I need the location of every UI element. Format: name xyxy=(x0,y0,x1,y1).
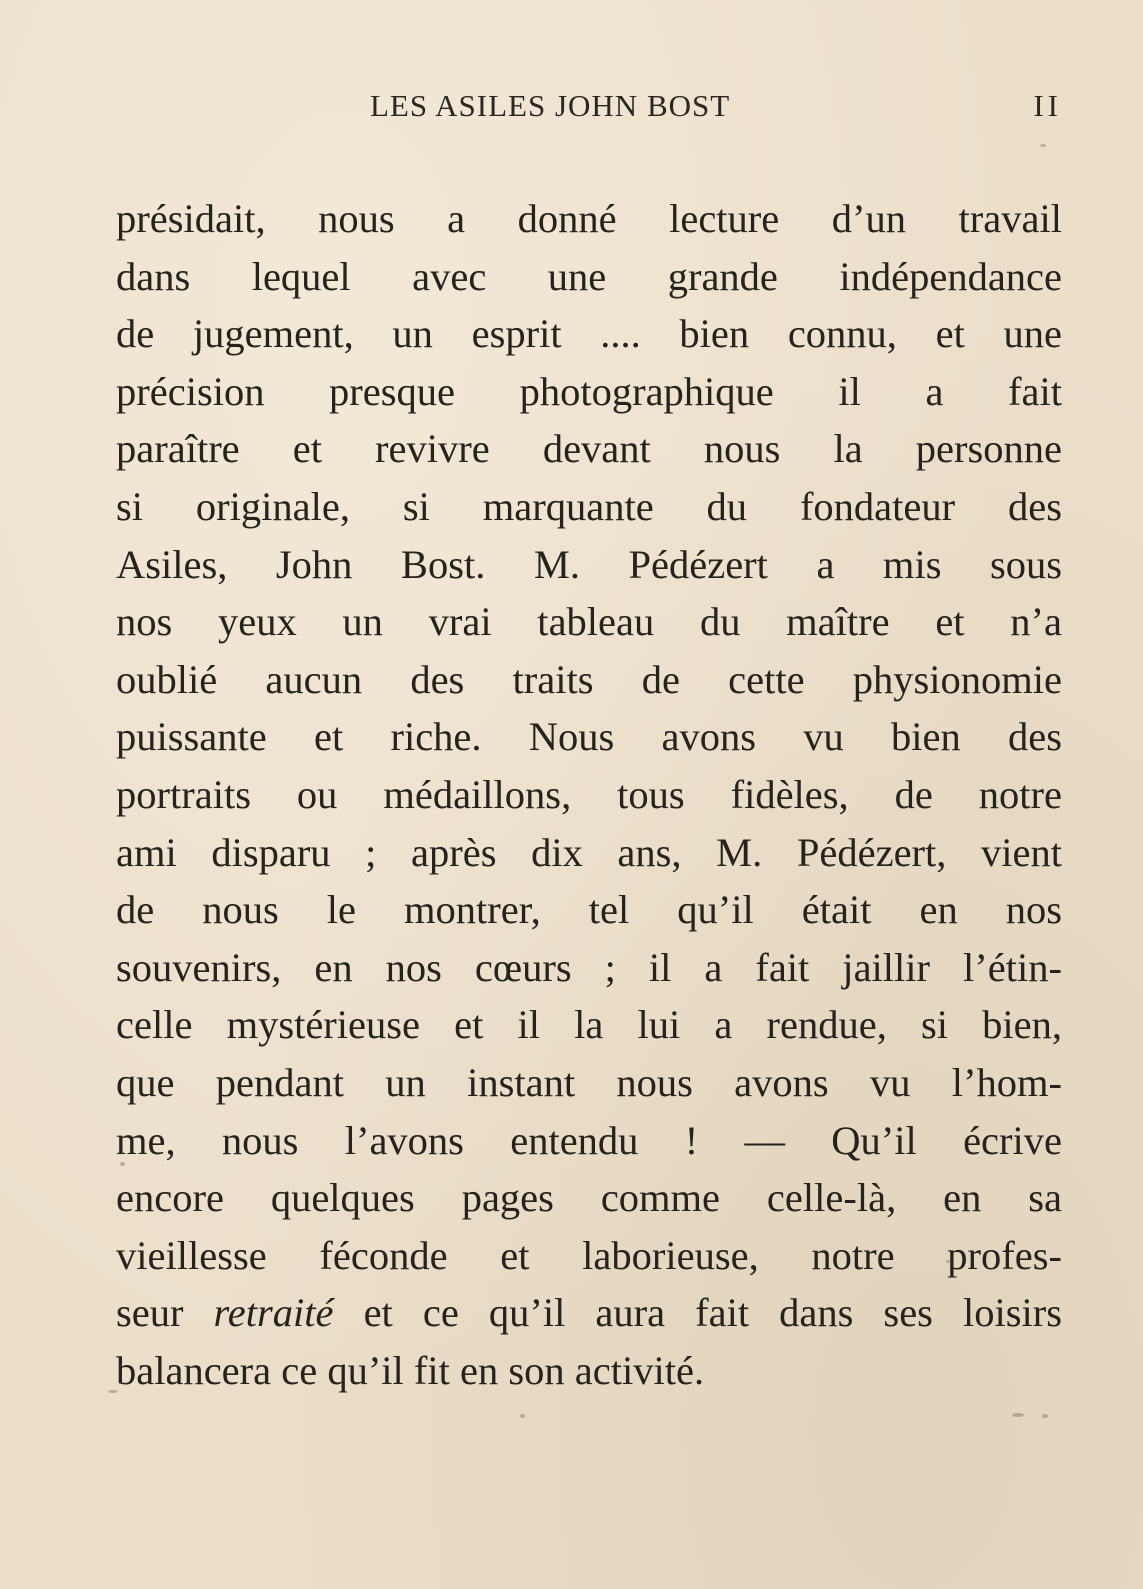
text-line: celle mystérieuse et il la lui a rendue, si bien, xyxy=(116,1002,1062,1048)
text-line-last: balancera ce qu’il fit en son activité. xyxy=(116,1347,705,1393)
text-line: oublié aucun des traits de cette physionomie xyxy=(116,656,1062,702)
text-line: portraits ou médaillons, tous fidèles, de notre xyxy=(116,771,1062,817)
text-line: que pendant un instant nous avons vu l’hom- xyxy=(116,1059,1062,1105)
text-line: vieillesse féconde et laborieuse, notre profes- xyxy=(116,1232,1062,1278)
ink-speckle xyxy=(1040,144,1046,147)
ink-speckle xyxy=(1012,1413,1024,1417)
ink-speckle xyxy=(520,1414,525,1418)
italic-word: retraité xyxy=(213,1290,334,1336)
text-line: ami disparu ; après dix ans, M. Pédézert, vient xyxy=(116,829,1062,875)
text-line: puissante et riche. Nous avons vu bien des xyxy=(116,714,1062,760)
line-text-after-italic: et ce qu’il aura fait dans ses loisirs xyxy=(333,1290,1062,1336)
text-line: précision presque photographique il a fait xyxy=(116,368,1062,414)
text-line: si originale, si marquante du fondateur des xyxy=(116,483,1062,529)
running-head xyxy=(370,88,1062,128)
text-line: encore quelques pages comme celle-là, en sa xyxy=(116,1175,1062,1221)
text-line: de jugement, un esprit .... bien connu, et une xyxy=(116,311,1062,357)
ink-speckle xyxy=(108,1390,118,1393)
line-text-before-italic: seur xyxy=(116,1290,214,1336)
running-title: LES ASILES JOHN BOST xyxy=(370,88,731,123)
text-line: dans lequel avec une grande indépendance xyxy=(116,253,1062,299)
text-line-with-italic xyxy=(116,1284,1062,1342)
ink-speckle xyxy=(1042,1414,1048,1418)
page-number: II xyxy=(1033,88,1062,123)
text-line: souvenirs, en nos cœurs ; il a fait jaillir l’étin- xyxy=(116,944,1062,990)
text-line: de nous le montrer, tel qu’il était en nos xyxy=(116,887,1062,933)
ink-speckle xyxy=(120,1162,125,1166)
text-line: me, nous l’avons entendu ! — Qu’il écrive xyxy=(116,1117,1062,1163)
text-line: présidait, nous a donné lecture d’un travail xyxy=(116,196,1062,241)
text-line: Asiles, John Bost. M. Pédézert a mis sous xyxy=(116,541,1062,587)
body-text xyxy=(116,190,1062,1399)
text-line: paraître et revivre devant nous la personne xyxy=(116,426,1062,472)
text-line: nos yeux un vrai tableau du maître et n’a xyxy=(116,599,1062,645)
ink-speckle xyxy=(946,1260,950,1263)
